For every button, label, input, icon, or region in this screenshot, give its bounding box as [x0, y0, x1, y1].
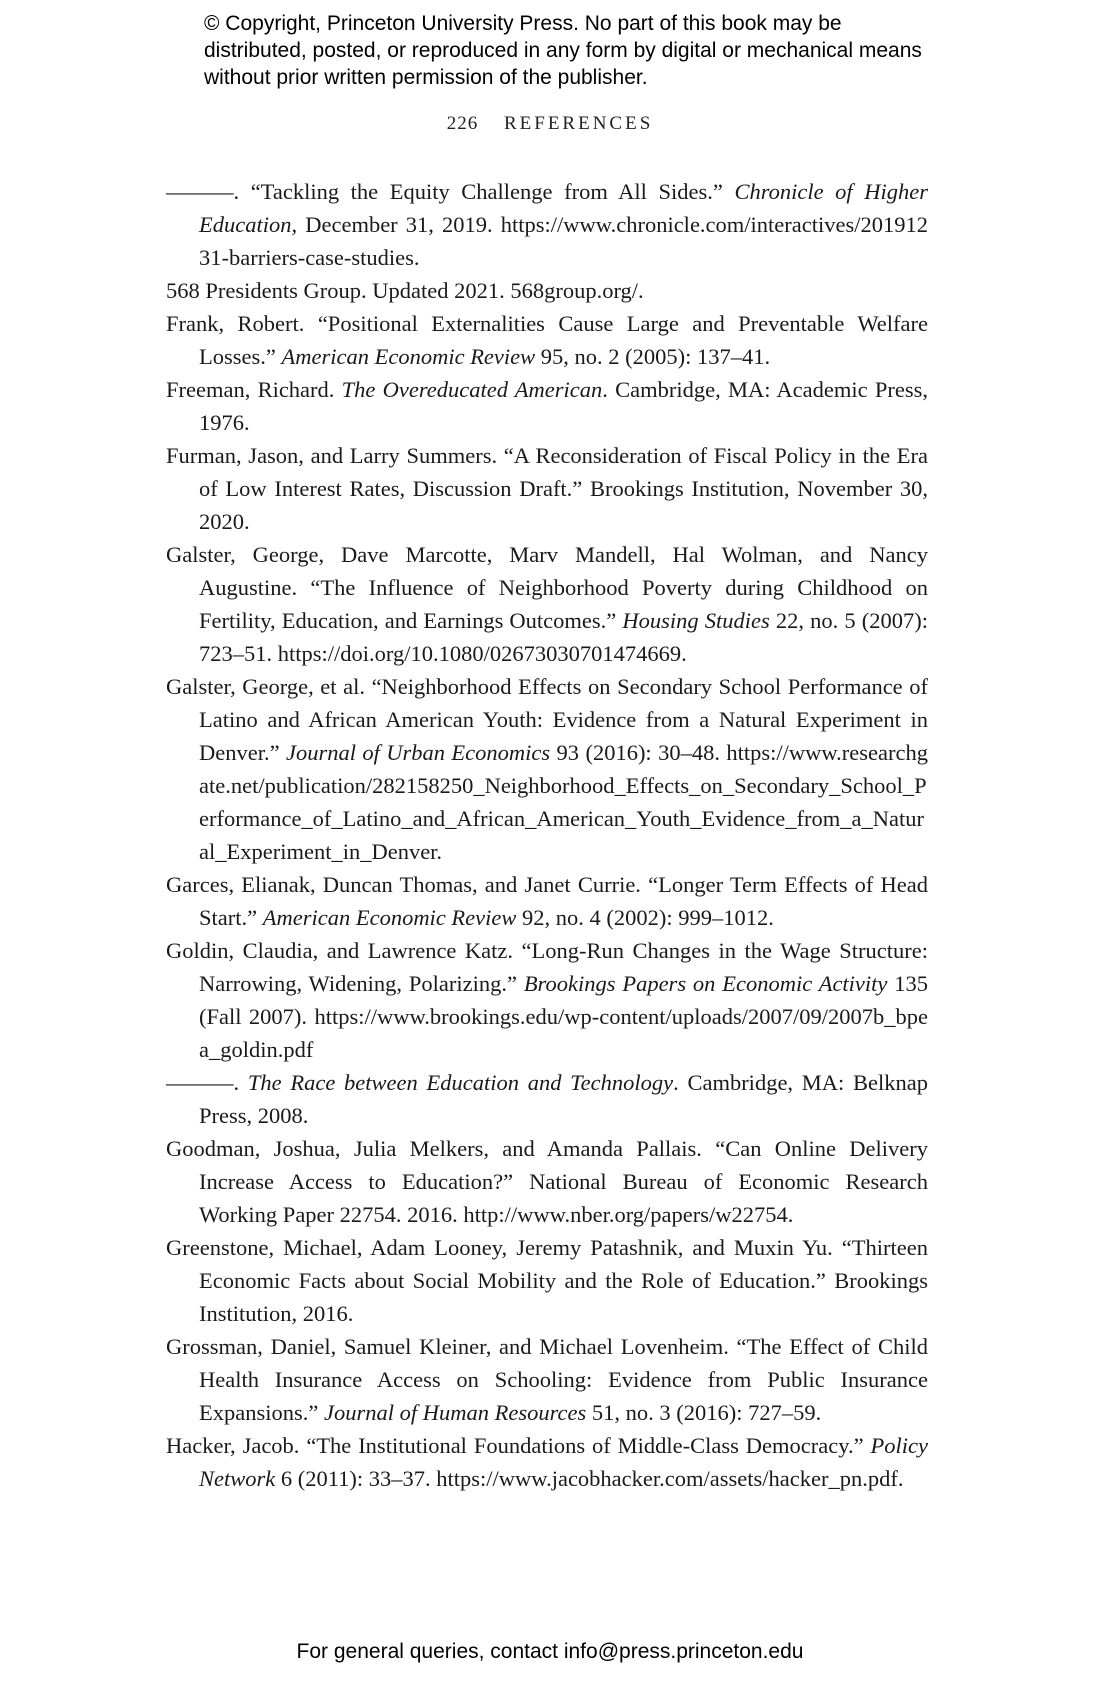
ref-text: Garces, Elianak, Duncan Thomas, and Janet Currie. “Longer Term Effects of Head Start.”: [166, 872, 928, 930]
ref-text: ———. “Tackling the Equity Challenge from All Sides.”: [166, 179, 735, 204]
ref-text: 6 (2011): 33–37.: [275, 1466, 437, 1491]
reference-entry: [166, 538, 928, 670]
ref-text: 22, no. 5 (2007): 723–51.: [199, 608, 928, 666]
ref-text: Grossman, Daniel, Samuel Kleiner, and Michael Lovenheim. “The Effect of Child Health Insurance Access on Schooling: Evidence from Public Insurance Expansions.”: [166, 1334, 928, 1425]
ref-publication: Policy Network: [199, 1433, 928, 1491]
ref-url[interactable]: https://www.brookings.edu/wp-content/uploads/2007/09/2007b_bpea_goldin.pdf: [199, 1004, 928, 1062]
reference-entry: [166, 1132, 928, 1231]
reference-entry: [166, 373, 928, 439]
reference-entry: [166, 934, 928, 1066]
ref-text: , December 31, 2019.: [291, 212, 501, 237]
ref-publication: The Race between Education and Technology: [247, 1070, 674, 1095]
ref-text: . Cambridge, MA: Belknap Press, 2008.: [199, 1070, 928, 1128]
copyright-notice: © Copyright, Princeton University Press. No part of this book may be distributed, posted, or reproduced in any form by digital or mechanical means without prior written permission of the publisher.: [204, 12, 922, 89]
ref-publication: The Overeducated American: [341, 377, 603, 402]
ref-text: Galster, George, Dave Marcotte, Marv Mandell, Hal Wolman, and Nancy Augustine. “The Influence of Neighborhood Poverty during Childhood on Fertility, Education, and Earnings Outcomes.”: [166, 542, 928, 633]
reference-entry: [166, 175, 928, 274]
ref-url[interactable]: http://www.nber.org/papers/w22754.: [463, 1202, 794, 1227]
ref-text: Galster, George, et al. “Neighborhood Effects on Secondary School Performance of Latino and African American Youth: Evidence from a Natural Experiment in Denver.”: [166, 674, 928, 765]
ref-publication: Journal of Human Resources: [323, 1400, 587, 1425]
ref-text: ———.: [166, 1070, 248, 1095]
ref-text: Furman, Jason, and Larry Summers. “A Reconsideration of Fiscal Policy in the Era of Low Interest Rates, Discussion Draft.” Brookings Institution, November 30, 2020.: [166, 443, 928, 534]
ref-url[interactable]: https://www.researchgate.net/publication/282158250_Neighborhood_Effects_on_Secondary_School_Performance_of_Latino_and_African_American_Youth_Evidence_from_a_Natural_Experiment_in_Denver.: [199, 740, 928, 864]
ref-publication: American Economic Review: [281, 344, 536, 369]
ref-text: 51, no. 3 (2016): 727–59.: [586, 1400, 822, 1425]
ref-text: Goldin, Claudia, and Lawrence Katz. “Long-Run Changes in the Wage Structure: Narrowing, Widening, Polarizing.”: [166, 938, 928, 996]
ref-text: Hacker, Jacob. “The Institutional Foundations of Middle-Class Democracy.”: [166, 1433, 871, 1458]
ref-publication: Brookings Papers on Economic Activity: [523, 971, 888, 996]
reference-entry: [166, 307, 928, 373]
ref-text: 95, no. 2 (2005): 137–41.: [535, 344, 771, 369]
reference-entry: [166, 439, 928, 538]
reference-entry: [166, 1231, 928, 1330]
ref-text: 135 (Fall 2007).: [199, 971, 929, 1029]
ref-publication: Chronicle of Higher Education: [199, 179, 928, 237]
ref-text: Greenstone, Michael, Adam Looney, Jeremy Patashnik, and Muxin Yu. “Thirteen Economic Facts about Social Mobility and the Role of Education.” Brookings Institution, 2016.: [166, 1235, 928, 1326]
ref-publication: American Economic Review: [262, 905, 517, 930]
reference-entry: [166, 1429, 928, 1495]
ref-text: Freeman, Richard.: [166, 377, 342, 402]
ref-publication: Journal of Urban Economics: [285, 740, 551, 765]
ref-text: 92, no. 4 (2002): 999–1012.: [516, 905, 774, 930]
section-title: REFERENCES: [503, 113, 654, 134]
ref-publication: Housing Studies: [622, 608, 770, 633]
ref-url[interactable]: https://www.jacobhacker.com/assets/hacker_pn.pdf.: [436, 1466, 904, 1491]
page-number: 226: [446, 113, 479, 134]
ref-text: 568 Presidents Group. Updated 2021. 568group.org/.: [166, 278, 644, 303]
ref-text: Frank, Robert. “Positional Externalities Cause Large and Preventable Welfare Losses.”: [166, 311, 928, 369]
reference-entry: [166, 274, 928, 307]
reference-list: [166, 175, 928, 1495]
reference-entry: [166, 1066, 928, 1132]
footer-contact: For general queries, contact info@press.princeton.edu: [296, 1640, 804, 1663]
ref-text: . Cambridge, MA: Academic Press, 1976.: [199, 377, 928, 435]
ref-url[interactable]: https://www.chronicle.com/interactives/20191231-barriers-case-studies.: [199, 212, 928, 270]
reference-entry: [166, 670, 928, 868]
ref-text: Goodman, Joshua, Julia Melkers, and Amanda Pallais. “Can Online Delivery Increase Access to Education?” National Bureau of Economic Research Working Paper 22754. 2016.: [166, 1136, 928, 1227]
reference-entry: [166, 1330, 928, 1429]
running-head: [0, 113, 1100, 135]
ref-text: 93 (2016): 30–48.: [550, 740, 727, 765]
reference-entry: [166, 868, 928, 934]
ref-url[interactable]: https://doi.org/10.1080/02673030701474669.: [277, 641, 687, 666]
